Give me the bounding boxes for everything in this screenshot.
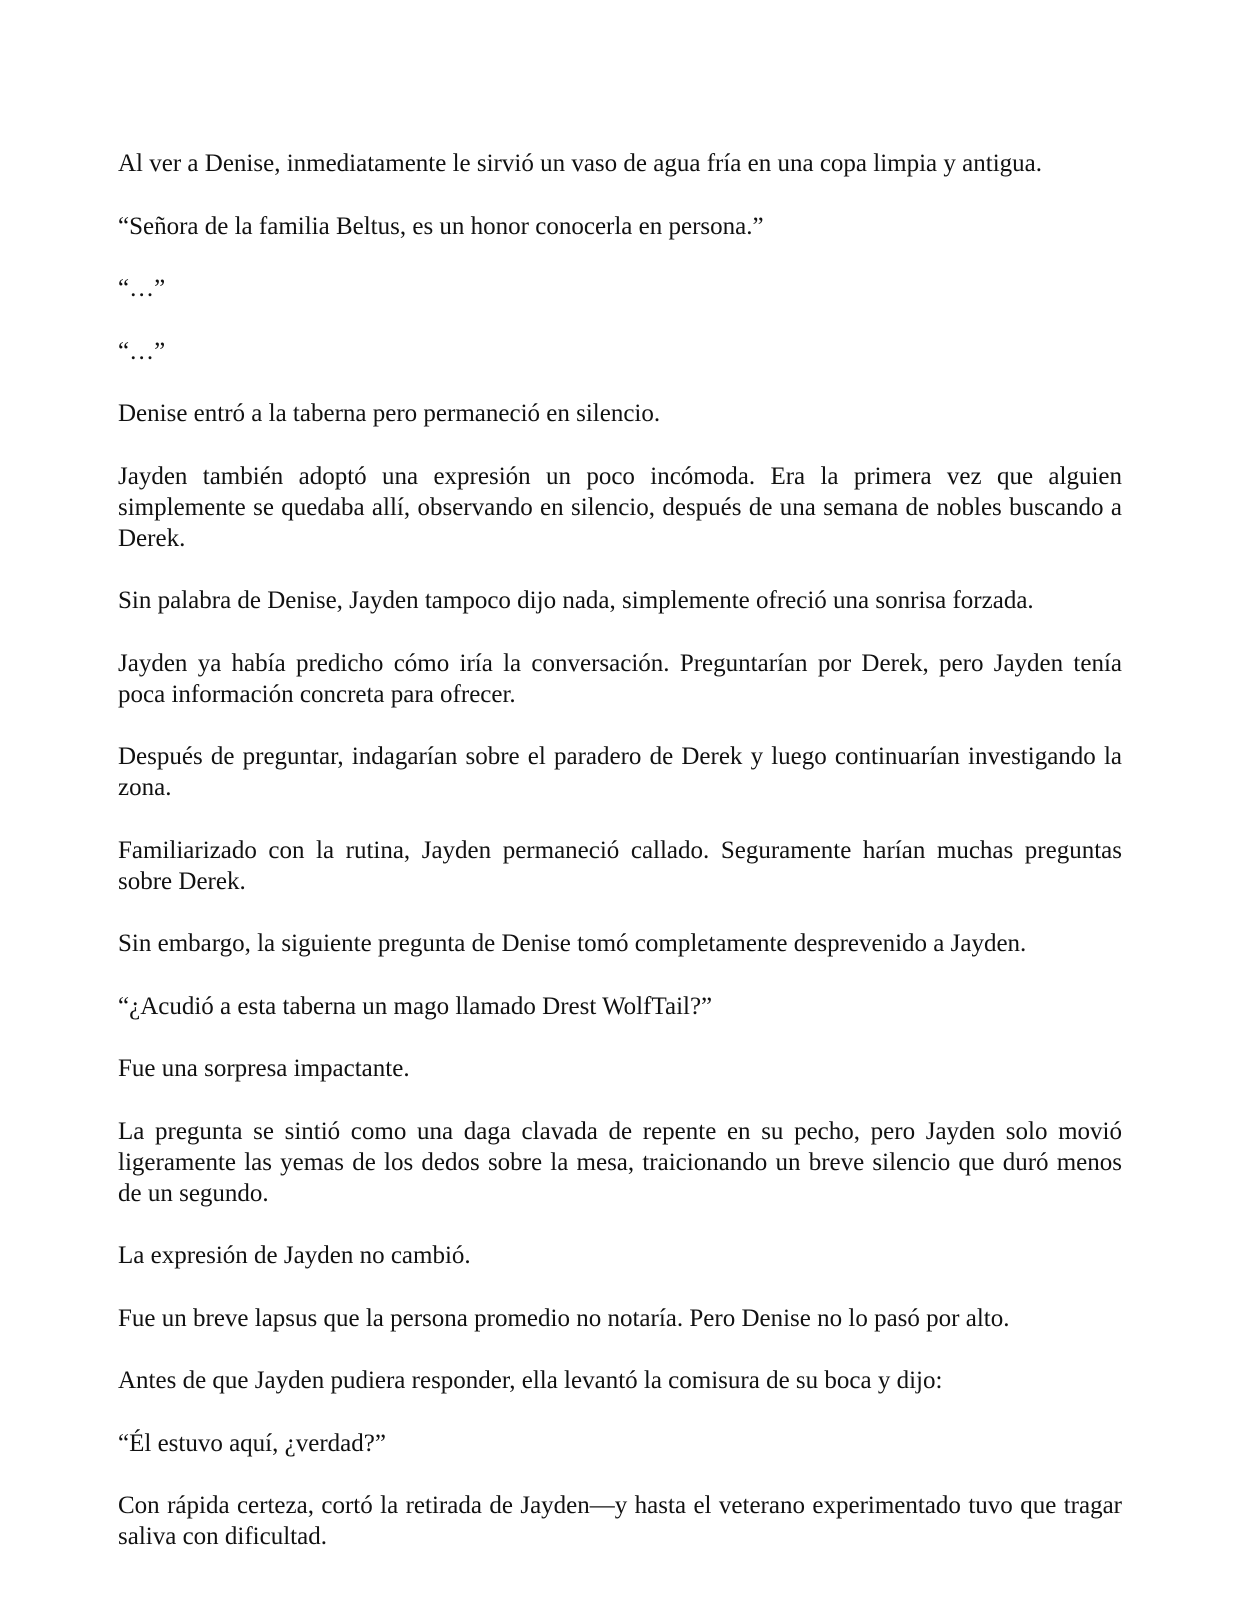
document-body bbox=[118, 148, 1122, 1552]
paragraph: Después de preguntar, indagarían sobre el paradero de Derek y luego continuarían investigando la zona. bbox=[118, 743, 1122, 801]
paragraph: Jayden también adoptó una expresión un poco incómoda. Era la primera vez que alguien simplemente se quedaba allí, observando en silencio, después de una semana de nobles buscando a Derek. bbox=[118, 462, 1122, 552]
paragraph: Al ver a Denise, inmediatamente le sirvió un vaso de agua fría en una copa limpia y antigua. bbox=[118, 150, 1042, 177]
paragraph: La pregunta se sintió como una daga clavada de repente en su pecho, pero Jayden solo movió ligeramente las yemas de los dedos sobre la mesa, traicionando un breve silencio que duró menos de un segundo. bbox=[118, 1117, 1122, 1207]
paragraph: Antes de que Jayden pudiera responder, ella levantó la comisura de su boca y dijo: bbox=[118, 1367, 943, 1394]
paragraph: Fue una sorpresa impactante. bbox=[118, 1055, 410, 1082]
paragraph: Fue un breve lapsus que la persona promedio no notaría. Pero Denise no lo pasó por alto. bbox=[118, 1304, 1010, 1332]
paragraph: “¿Acudió a esta taberna un mago llamado Drest WolfTail?” bbox=[118, 992, 713, 1020]
paragraph: Denise entró a la taberna pero permaneció en silencio. bbox=[118, 400, 661, 427]
paragraph: “Él estuvo aquí, ¿verdad?” bbox=[118, 1429, 386, 1457]
paragraph: “…” bbox=[118, 337, 166, 365]
paragraph: La expresión de Jayden no cambió. bbox=[118, 1242, 471, 1269]
paragraph: Familiarizado con la rutina, Jayden permaneció callado. Seguramente harían muchas preguntas sobre Derek. bbox=[118, 836, 1122, 895]
paragraph: Con rápida certeza, cortó la retirada de Jayden—y hasta el veterano experimentado tuvo que tragar saliva con dificultad. bbox=[118, 1492, 1122, 1550]
paragraph: “Señora de la familia Beltus, es un honor conocerla en persona.” bbox=[118, 212, 764, 240]
paragraph: Sin embargo, la siguiente pregunta de Denise tomó completamente desprevenido a Jayden. bbox=[118, 930, 1027, 957]
paragraph: “…” bbox=[118, 275, 166, 302]
paragraph: Sin palabra de Denise, Jayden tampoco dijo nada, simplemente ofreció una sonrisa forzada. bbox=[118, 587, 1034, 614]
paragraph: Jayden ya había predicho cómo iría la conversación. Preguntarían por Derek, pero Jayden tenía poca información concreta para ofrecer. bbox=[118, 649, 1122, 708]
